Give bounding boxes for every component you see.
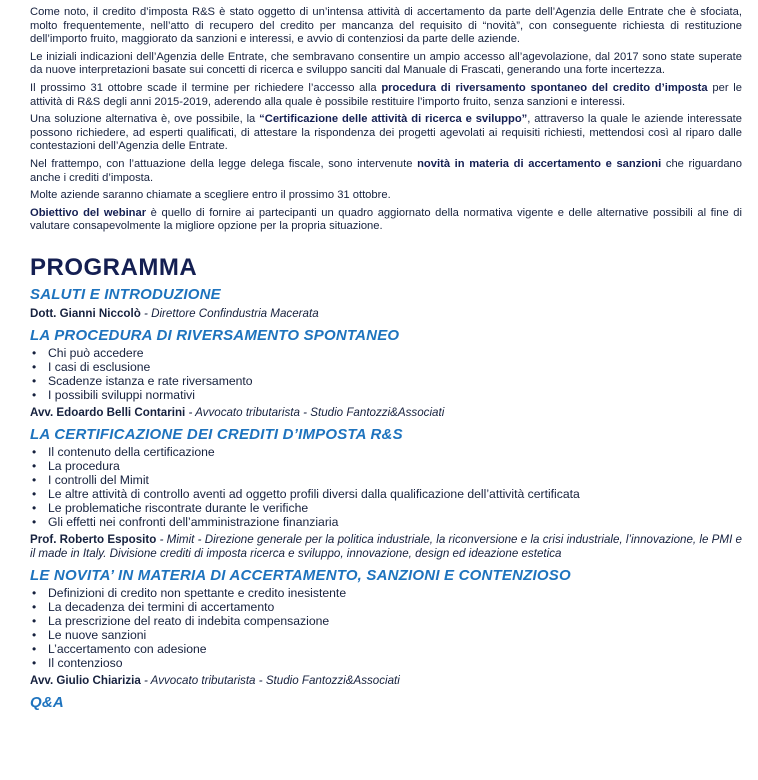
speaker-role: - Avvocato tributarista - Studio Fantozzi&Associati [185, 405, 445, 419]
document-page [30, 6, 742, 713]
list-item: • Chi può accedere [30, 346, 742, 360]
intro-paragraph-2: Le iniziali indicazioni dell’Agenzia delle Entrate, che sembravano consentire un ampio accesso all’agevolazione, dal 2017 sono state superate da nuove interpretazioni basate sui concetti di ricerca e sviluppo sanciti dal Manuale di Frascati, generando una forte incertezza. [30, 50, 742, 77]
programma-heading: PROGRAMMA [30, 253, 198, 281]
intro-paragraph-7: Obiettivo del webinar è quello di fornire ai partecipanti un quadro aggiornato della normativa vigente e delle alternative possibili al fine di valutare consapevolmente la migliore opzione per la propria situazione. [30, 206, 742, 233]
list-item: • Le problematiche riscontrate durante le verifiche [30, 501, 742, 515]
list-item: • Le nuove sanzioni [30, 628, 742, 642]
intro-paragraph-1: Come noto, il credito d’imposta R&S è stato oggetto di un’intensa attività di accertamento da parte dell’Agenzia delle Entrate che è sfociata, molto frequentemente, nell’atto di recupero del credito per mancanza del requisito di “novità”, con conseguente richiesta di restituzione dell’importo fruito, maggiorato da sanzioni e interessi, e avvio di contenziosi da parte delle aziende. [30, 6, 742, 46]
section-title: Q&A [30, 693, 64, 711]
speaker-role: - Avvocato tributarista - Studio Fantozzi&Associati [140, 673, 400, 687]
list-item: • Gli effetti nei confronti dell’amministrazione finanziaria [30, 515, 742, 529]
list-item: • I casi di esclusione [30, 360, 742, 374]
section-certificazione [30, 426, 742, 561]
bullet-list [30, 445, 742, 529]
speaker-line [30, 533, 742, 561]
intro-paragraph-5: Nel frattempo, con l’attuazione della legge delega fiscale, sono intervenute novità in materia di accertamento e sanzioni che riguardano anche i crediti d’imposta. [30, 157, 742, 184]
speaker-name: Prof. Roberto Esposito [30, 532, 157, 546]
section-qa [30, 694, 742, 711]
bullet-list [30, 586, 742, 670]
speaker-line [30, 674, 742, 688]
objective-label: Obiettivo del webinar [30, 206, 147, 219]
intro-section [30, 6, 742, 234]
speaker-name: Avv. Giulio Chiarizia [30, 673, 141, 687]
speaker-name: Avv. Edoardo Belli Contarini [30, 405, 186, 419]
list-item: • La decadenza dei termini di accertamento [30, 600, 742, 614]
list-item: • L’accertamento con adesione [30, 642, 742, 656]
speaker-line [30, 406, 742, 420]
list-item: • Definizioni di credito non spettante e credito inesistente [30, 586, 742, 600]
list-item: • Le altre attività di controllo aventi ad oggetto profili diversi dalla qualificazione dell’attività certificata [30, 487, 742, 501]
list-item: • Il contenuto della certificazione [30, 445, 742, 459]
section-title: LA CERTIFICAZIONE DEI CREDITI D’IMPOSTA R&S [30, 425, 403, 443]
procedure-highlight: procedura di riversamento spontaneo del credito d’imposta [381, 81, 708, 94]
list-item: • I controlli del Mimit [30, 473, 742, 487]
list-item: • La prescrizione del reato di indebita compensazione [30, 614, 742, 628]
speaker-role: - Direttore Confindustria Macerata [140, 306, 319, 320]
bullet-list [30, 346, 742, 402]
certification-highlight: “Certificazione delle attività di ricerca e sviluppo” [259, 113, 528, 126]
list-item: • I possibili sviluppi normativi [30, 388, 742, 402]
section-title: SALUTI E INTRODUZIONE [30, 285, 221, 303]
intro-paragraph-4: Una soluzione alternativa è, ove possibile, la “Certificazione delle attività di ricerca e sviluppo”, attraverso la quale le aziende interessate possono richiedere, ad esperti qualificati, di attestare la rispondenza dei progetti agevolati ai requisiti richiesti, mettendosi così al riparo dalle contestazioni dell’Agenzia delle Entrate. [30, 113, 742, 153]
list-item: • La procedura [30, 459, 742, 473]
speaker-name: Dott. Gianni Niccolò [30, 306, 141, 320]
intro-paragraph-3: Il prossimo 31 ottobre scade il termine per richiedere l’accesso alla procedura di riversamento spontaneo del credito d’imposta per le attività di R&S degli anni 2015-2019, aderendo alla quale è possibile restituire l’importo fruito, senza sanzioni e interessi. [30, 81, 742, 108]
intro-paragraph-6: Molte aziende saranno chiamate a scegliere entro il prossimo 31 ottobre. [30, 189, 391, 202]
section-saluti [30, 286, 742, 321]
section-title: LE NOVITA’ IN MATERIA DI ACCERTAMENTO, SANZIONI E CONTENZIOSO [30, 566, 571, 584]
speaker-line [30, 307, 742, 321]
section-riversamento [30, 327, 742, 420]
section-novita [30, 567, 742, 688]
list-item: • Scadenze istanza e rate riversamento [30, 374, 742, 388]
section-title: LA PROCEDURA DI RIVERSAMENTO SPONTANEO [30, 326, 400, 344]
list-item: • Il contenzioso [30, 656, 742, 670]
speaker-role: - Mimit - Direzione generale per la politica industriale, la riconversione e la crisi industriale, l’innovazione, le PMI e il made in Italy. Divisione crediti di imposta ricerca e sviluppo, innovazione, design ed ideazione estetica [30, 532, 742, 560]
novelty-highlight: novità in materia di accertamento e sanzioni [417, 157, 662, 170]
